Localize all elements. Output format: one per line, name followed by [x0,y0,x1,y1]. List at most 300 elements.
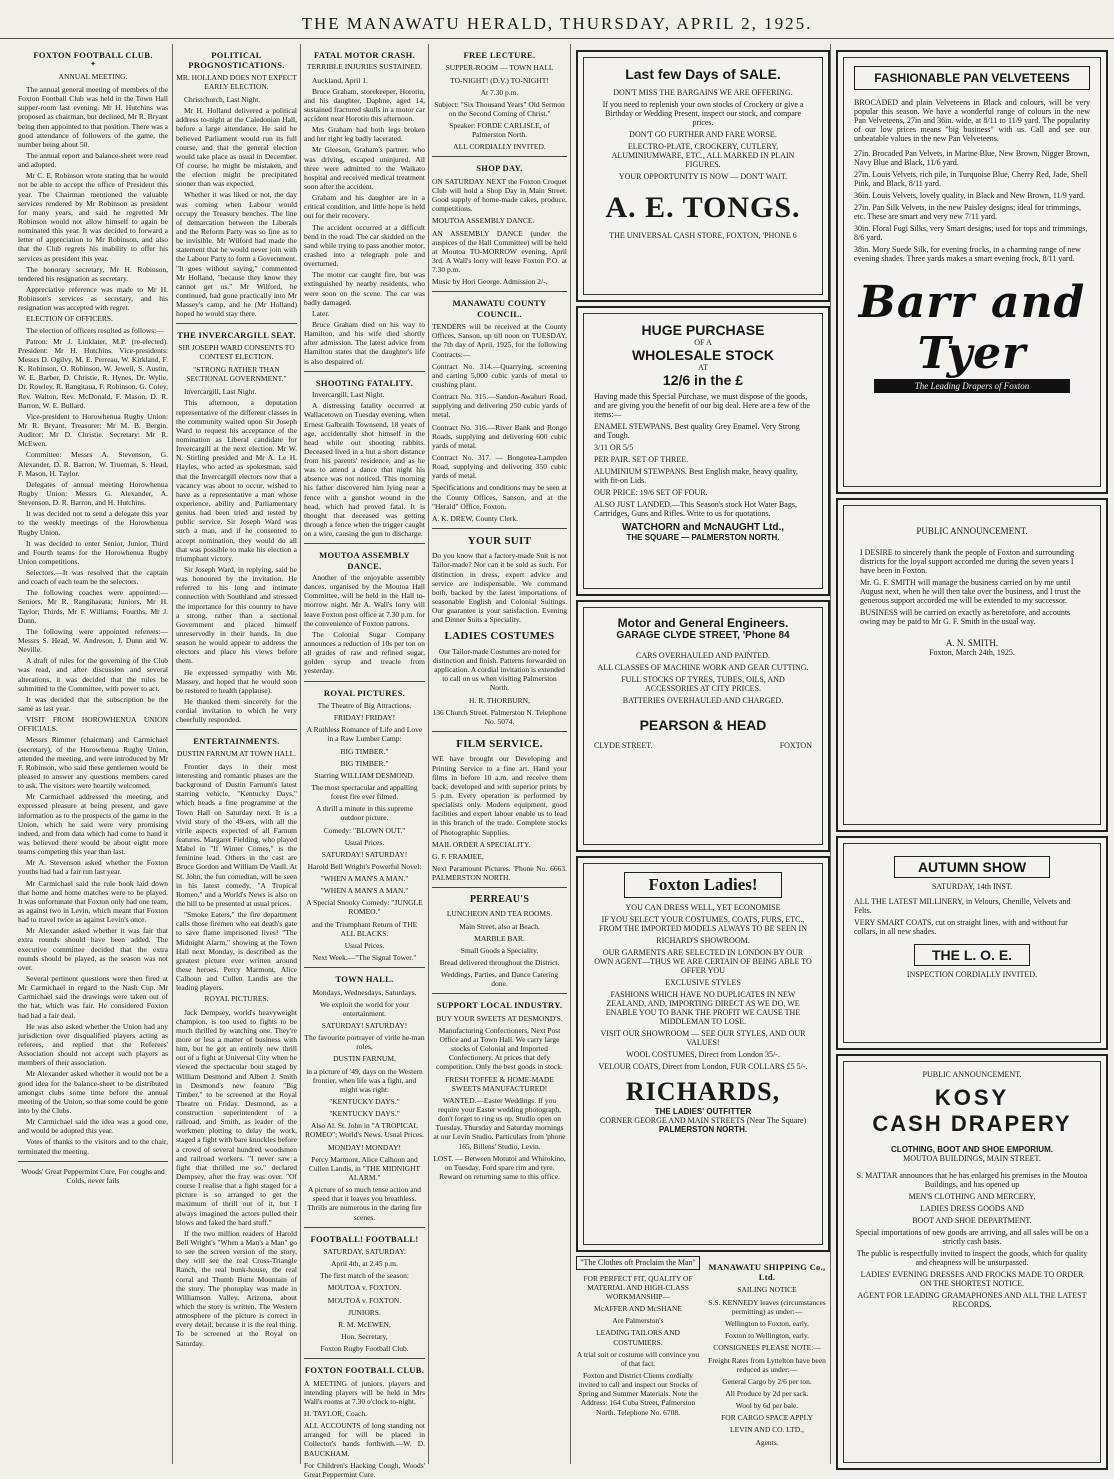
advert-title: SHOP DAY. [476,163,523,174]
advert-body [594,392,812,518]
paragraph: The following coaches were appointed:—Seniors, Mr R. Rangihaeata; Juniors, Mr H. Taylor; Thirds, Mr F. Williams; Fourths, Mr J. Dunn. [18,588,168,625]
paragraph: VISIT FROM HOROWHENUA UNION OFFICIALS. [18,715,168,734]
article-quote: "STRONG RATHER THAN SECTIONAL GOVERNMENT." [186,365,287,384]
advert-body [432,177,567,287]
article-body [18,85,168,1156]
text-line: SATURDAY! SATURDAY! [321,849,408,859]
text-line: McAFFER AND McSHANE [594,1304,682,1314]
logo-band: The Leading Drapers of Foxton [874,379,1070,393]
advert-name: KOSY [934,1085,1010,1110]
advert-name: A. N. SMITH. [945,638,999,648]
paragraph: Mr Gleeson, Graham's partner, who was driving, escaped uninjured. All three were admitted to the Waikato hospital and received medical treatment soon after the accident. [304,145,425,192]
paragraph: The motor car caught fire, but was extinguished by nearby residents, who were soon on the scene. The car was badly damaged. [304,270,425,307]
text-line: Contract No. 314.—Quarrying, screening and carting 5,000 cubic yards of metal to crushing plant. [432,361,567,389]
text-line: Next Week.—"The Signal Tower." [312,953,417,963]
text-line: ALL ACCOUNTS of long standing not arranged for will be placed in Collector's hands forthwith.—W. D. BAUCKHAM. [304,1421,425,1458]
paragraph: Mr A. Stevenson asked whether the Foxton youths had had a fair run last year. [18,858,168,877]
paragraph: The annual general meeting of members of the Foxton Football Club was held in the Town Hall supper-room last evening. Mr H. Hutchins was proposed as chairman, but declined, Mr R. Bryant being then appointed to that position. There was a good attendance of followers of the game, the number being about 50. [18,85,168,149]
text-line: The public is respectfully invited to inspect the goods, which for quality and cheapness will be unsurpassed. [856,1249,1088,1267]
column-notices [432,44,567,1464]
paragraph: Mr H. Holland delivered a political address to-night at the Caledonian Hall, before a large attendance. He said he believed Parliament would run its full course, and that the general election would take place as usual in December. Of course, he might be mistaken, and the election might be precipitated sooner than was expected. [176,106,297,189]
paragraph: Patron: Mr J. Linklater, M.P. (re-elected). President: Mr H. Hutchins. Vice-presidents: Messrs D. Ogilvy, M. E. Perreau, W. Kirkland, F. K. Robinson, O. Robinson, W. Jewell, S. Austin, W. E. Barber, D. Christie, R. Hynes, Dr. Wylie, Dr. Rowley, R. Rangitaua, F. Robinson, G. Coley, Rev. Walton, Rev. McDonald, F. Mason, D. R. Barron, W. E. Bullard. [18,336,168,410]
text-line: WANTED.—Easter Weddings. If you require your Easter wedding photograph, don't forget to ring us up. Studio open on Tuesday, Thursday and Saturday mornings at our Levin Studio. Particulars from 'phone 165, Billens' Studio, Levin. [433,1095,566,1151]
text-line: Subject: "Six Thousand Years" Old Sermon on the Second Coming of Christ." [434,99,565,118]
divider [304,681,425,682]
text-line: TENDERS will be received at the County Offices, Sanson, up till noon on TUESDAY, the 7th day of April, 1925, for the following Contracts:— [432,322,567,359]
text-line: MARBLE BAR. [474,933,525,943]
advert-town: FOXTON [779,741,812,750]
advert-title: FOXTON FOOTBALL CLUB. [304,1365,425,1376]
text-line: "WHEN A MAN'S A MAN." [320,874,409,884]
advert-title: HUGE PURCHASE [641,322,765,338]
text-line: The most spectacular and appalling forest fire ever filmed. [311,782,418,802]
text-line: Music by Hori George. Admission 2/-. [432,277,548,287]
text-line: ON SATURDAY NEXT the Foxton Croquet Club will hold a Shop Day in Main Street. Good supply of home-made cakes, produce, competitions. [432,176,567,214]
advert-name: PEARSON & HEAD [639,717,767,733]
text-line: Next Paramount Pictures. 'Phone No. 6663. PALMERSTON NORTH. [432,863,567,883]
article-title: FATAL MOTOR CRASH. [314,50,415,60]
text-line: 38in. Mory Suede Silk, for evening frocks, in a charming range of new evening shades. Three yards makes a smart evening frock, 8/11 yard. [854,245,1081,263]
text-line: A. K. DREW, County Clerk. [432,513,518,523]
column-news [304,44,425,1479]
advert-address: THE SQUARE — PALMERSTON NORTH. [626,533,780,542]
text-line: FRIDAY! FRIDAY! [333,713,396,723]
article-title: POLITICAL PROGNOSTICATIONS. [188,50,285,71]
paragraph: Later. [312,308,330,318]
text-line: Manufacturing Confectioners, Next Post Office and at Town Hall. We carry large stocks of Colonial and Imported Confectionery. At prices that defy competition. Only the best goods in stock. [436,1025,563,1072]
text-line: ALUMINIUM STEWPANS. Best English make, heavy quality, with fit-on Lids. [594,467,798,485]
text-line: Percy Marmont, Alice Calhoun and Cullen Landis, in "THE MIDNIGHT ALARM." [308,1154,421,1182]
paragraph: This afternoon, a deputation representative of the different classes in the community waited upon Sir Joseph Ward to request his acceptance of the nomination as Liberal candidate for Invercargill at the next election. Mr W. N. Stirling presided and Mr A. Le H. Hayles, who acted as spokesman, said that the Invercargill electors now that a vacancy was about to occur, wished to have as a representative a man whose experience, ability and Parliamentary genius had been tried and tested by public service. Sir Joseph Ward was such a man, and if he consented to accept nomination, they would do all that was possible to make his election a triumphant victory. [176,398,297,563]
article-body [176,1008,297,1348]
text-line: SATURDAY, SATURDAY. [323,1247,406,1256]
text-line: Hon. Secretary, [341,1331,388,1341]
advert-body [594,651,812,705]
text-line: 27in. Brocaded Pan Velvets, in Marine Blue, New Brown, Nigger Brown, Navy Blue and Black, 11/6 yard. [854,149,1090,167]
advert-body [854,1171,1090,1309]
article-body [176,95,297,318]
article-title: FOXTON FOOTBALL CLUB. [33,50,153,60]
advert-body [432,63,567,151]
paragraph: It was decided to enter Senior, Junior, Third and Fourth teams for the Horowhenua Rugby Union competitions. [18,538,168,566]
barr-and-tyer-logo: Barr and Tyer [858,277,1086,379]
text-line: VELOUR COATS, Direct from London, FUR COLLARS £5 5/-. [598,1062,808,1071]
text-line: The favourite portrayer of virile he-man roles, [304,1033,425,1052]
text-line: "WHEN A MAN'S A MAN." [320,886,409,896]
advert-intro: BROCADED and plain Velveteens in Black and colours, will be very popular this season. We have a wonderful range of colours in the new Pan Velveteens, 27in and 36in. wide, at 8/11 to 11/9 yard. The popularity of our low prices means "big business" with us. Call and see our unbeatable values in the new Pan Velveteens. [854,98,1090,143]
article-subtitle: ANNUAL MEETING. [58,71,128,81]
divider [304,1227,425,1228]
text-line: LEADING TAILORS AND COSTUMIERS. [596,1328,680,1347]
text-line: FOR CARGO SPACE APPLY [721,1413,813,1423]
text-line: Usual Prices. [344,940,385,950]
article-body [304,390,425,538]
advert-body [432,1014,567,1181]
advert-name: RICHARDS, [625,1077,781,1106]
paragraph: The accident occurred at a difficult bend in the road. The car skidded on the sand while trying to pass another motor, crashed into a telegraph pole and overturned. [304,222,425,269]
advert-footer: Woods' Great Peppermint Cure, For coughs and Colds, never fails [21,1166,165,1185]
column-politics [176,44,297,1464]
text-line: 3/11 OR 5/5 [594,443,634,452]
article-subtitle: ROYAL PICTURES. [204,994,269,1004]
advert-body [594,88,812,181]
paragraph: Several pertinent questions were then fired at Mr Carmichael in regard to the Nash Cup. Mr Carmichael said the drawings were taken out of the hat, which was fair. He considered Foxton had had a fair deal. [18,973,168,1020]
paragraph: Appreciative reference was made to Mr H. Robinson's services as secretary, and his resignation was accepted with regret. [18,284,168,313]
divider [18,1161,168,1162]
advert-body [706,1298,828,1447]
paragraph: Committee: Messrs A. Stevenson, G. Alexander, D. R. Barron, W. Trueman, S. Head, F. Mason, H. Taylor. [18,450,168,478]
text-line: MEN'S CLOTHING AND MERCERY, [908,1192,1036,1201]
advert-huge-purchase [576,306,830,596]
text-line: ALSO JUST LANDED.—This Season's stock Hot Water Bags, Cartridges, Guns and Rifles. Write to us for quotations. [594,500,797,518]
advert-body [860,548,1084,626]
advert-of: OF A [694,338,712,347]
text-line: Usual Prices. [344,837,385,847]
paragraph: Mr C. E. Robinson wrote stating that he would not be able to accept the office of President this year. The Chairman mentioned the valuable services rendered by Mr Robinson as president for many years, and said he regretted Mr Robinson would not allow himself to again be nominated this year. It was decided to forward a letter of appreciation to Mr Robinson, and also that the Club regrets his inability to offer his services as president this year. [18,171,168,263]
text-line: PER PAIR. SET OF THREE. [594,455,689,464]
text-line: We exploit the world for your entertainment. [319,999,410,1018]
advert-sub: PALMERSTON NORTH. [658,1125,748,1134]
advert-body [432,322,567,523]
paragraph: Jack Dempsey, world's heavyweight champion, is too used to fights to be much thrilled by watching one. They're more or less a matter of business with him, but he got an entirely new thrill out of a fight at Universal City when he viewed the spectacular bout staged by William Desmond and Albert J. Smith in Desmond's new feature "Big Timber," to be screened at the Royal Theatre on Friday. Desmond, as a construction superintendent of a railroad, and Smith, as leader of the workmen plotting to delay the work, staged a fight with bare knuckles before a crowd of several hundred woodsmen and railroad workers. "I never saw a fight that thrilled me so," declared Dempsey, after the fray was over. "Of course I realise that a fight staged for a picture is so arranged to get the maximum of thrill out of it, but I always imagined the actors pulled their blows and faked the hard stuff." [176,1007,297,1227]
advert-public-announcement-smith [836,498,1108,832]
advert-shipping [706,1256,828,1466]
text-line: VISIT OUR SHOWROOM — SEE OUR STYLES, AND OUR VALUES! [600,1029,806,1047]
text-line: Comedy: "BLOWN OUT." [323,825,406,835]
advert-title: FREE LECTURE. [463,50,536,60]
text-line: Small Goods a Speciality. [460,945,539,955]
article-title: ENTERTAINMENTS. [193,736,280,747]
advert-title: Motor and General Engineers. [617,616,789,630]
divider [304,371,425,372]
article-title: THE INVERCARGILL SEAT. [177,330,296,341]
text-line: ENAMEL STEWPANS. Best quality Grey Enamel. Very Strong and Tough. [594,422,800,440]
advert-at: AT [698,363,708,372]
advert-title: PUBLIC ANNOUNCEMENT. [916,526,1028,536]
text-line: LOST. — Between Motutoi and Whirokino, on Tuesday, Ford spare rim and tyre. Reward on returning same to this office. [433,1153,566,1181]
paragraph: Sir Joseph Ward, in replying, said he was honoured by the invitation. He referred to his long and intimate connection with Southland and stressed the importance for this country to have a strong, rather than a sectional Government and placed himself unreservedly in their hands. In due season he would appear to address the electors and place his views before them. [176,564,297,666]
ornament: ✦ [90,60,96,69]
text-line: ELECTRO-PLATE, CROCKERY, CUTLERY, ALUMINIUMWARE, ETC., ALL MARKED IN PLAIN FIGURES. [611,142,795,169]
article-subtitle: SIR JOSEPH WARD CONSENTS TO CONTEST ELECTION. [178,342,295,361]
text-line: ALL CORDIALLY INVITED. [453,142,546,152]
text-line: JUNIORS. [348,1307,381,1317]
advert-title: LADIES COSTUMES [444,630,555,643]
paragraph: "Smoke Eaters," the fire department calls those firemen who eat death's gate to save flame imprisoned lives! "The Midnight Alarm," showing at the Town Hall next Monday, is described as the greatest picture ever written around these heroes. Percy Marmont, Alice Calhoun and Cullen Landis are the leading players. [176,910,297,993]
paragraph: Bruce Graham died on his way to Hamilton, and his wife died shortly after admission. The latest advice from Hamilton states that the daughter's life is also despaired of. [304,320,425,366]
text-line: S. MATTAR announces that he has enlarged his premises in the Moutoa Buildings, and has opened up [856,1171,1088,1189]
text-line: and the Triumphant Return of THE ALL BLACKS. [311,919,418,938]
advert-title: MANAWATU COUNTY COUNCIL. [452,298,547,319]
text-line: Contract No. 317. — Bongotea-Lampden Road, supplying and delivering 350 cubic yards of metal. [432,452,567,481]
article-subtitle: TERRIBLE INJURIES SUSTAINED. [306,62,423,72]
text-line: EXCLUSIVE STYLES [665,978,741,987]
divider [432,291,567,292]
paragraph: Graham and his daughter are in a critical condition, and little hope is held out for their recovery. [304,193,425,221]
text-line: I DESIRE to sincerely thank the people of Foxton and surrounding districts for the loyal support accorded me during the seven years I have been in Foxton. [860,548,1075,575]
text-line: CONSIGNEES PLEASE NOTE:— [713,1343,821,1353]
text-line: Bread delivered throughout the District. [439,957,560,967]
text-line: Are Palmerston's [612,1316,664,1326]
paragraph: Invercargill, Last Night. [312,390,385,400]
text-line: A MEETING of juniors, players and intending players will be held in Mrs Wall's rooms at 7.30 o'clock to-night. [304,1378,425,1406]
text-line: Main Street, also at Beach. [459,921,540,931]
paragraph: Messrs Rimmer (chairman) and Carmichael (secretary), of the Horowhenua Rugby Union, attended the meeting, and were introduced by Mr F. Robinson, who said these gentlemen would be pleased to answer any questions members cared to ask. The visitors were heartily welcomed. [18,735,168,791]
text-line: 36in. Louis Velvets, lovely quality, in Black and New Brown, 11/9 yard. [854,191,1086,200]
text-line: For Children's Hacking Cough, Woods' Great Peppermint Cure. [304,1460,425,1479]
paragraph: It was decided not to send a delegate this year to the weekly meetings of the Horowhenua Rugby Union. [18,509,168,537]
text-line: YOUR OPPORTUNITY IS NOW — DON'T WAIT. [618,172,788,181]
advert-title: FILM SERVICE. [456,737,543,750]
text-line: AGENT FOR LEADING GRAMAPHONES AND ALL THE LATEST RECORDS. [857,1291,1087,1309]
advert-title: MANAWATU SHIPPING Co., Ltd. [708,1262,826,1283]
text-line: SUPPER-ROOM — TOWN HALL [445,63,554,73]
paragraph: Mr Alexander asked whether it was fair that extra rounds should have been added. The executive committee decided that the extra rounds should be played, as the season was not over. [18,926,168,972]
text-line: 27in. Pan Silk Velvets, in the new Paisley designs; ideal for trimmings, etc. These are smart and very new 7/11 yard. [854,203,1081,221]
text-line: A picture of so much tense action and speed that it leaves you breathless. Thrills are numerous in the daring fire scenes. [307,1185,422,1222]
text-line: AN ASSEMBLY DANCE (under the auspices of the Hall Committee) will be held at Moutoa TO-MORROW evening, April 3rd. A Wall's lorry will leave Foxton P.O. at 7.30 p.m. [432,228,567,275]
text-line: DON'T MISS THE BARGAINS WE ARE OFFERING. [613,88,793,97]
text-line: Mr. G. F. SMITH will manage the business carried on by me until August next, when he will then take over the business, and I trust the generous support accorded me will be extended to my successor. [860,578,1081,605]
advert-name: THE L. O. E. [914,944,1030,966]
text-line: DUSTIN FARNUM, [333,1054,396,1064]
paragraph: Frontier days in their most interesting and romantic phases are the background of Dustin Farnum's latest starring vehicle, "Kentucky Days," which heads a fine programme at the Town Hall on Saturday next. It is a vivid story of the 49-ers, with all the virile aspects expected of all Farnum features. Margaret Fielding, who played Mabel in "If Winter Comes," is the feminine lead. Others in the cast are Bruce Gordon and William De Vaull. At St. John, the fun comedian, will be seen in his latest comedy, "A Tropical Romeo," and a World's News is also on the bill to be presented at usual prices. [176,761,297,908]
paragraph: Mr Alexander asked whether it would not be a good idea for the balance-sheet to be distributed amongst clubs some time before the annual meeting of the Union, so that some could be gone into by the Clubs. [18,1069,168,1115]
text-line: Do you know that a factory-made Suit is not Tailor-made? Nor can it be sold as such. For distinction in dress, expert advice and service are indispensable. We command both, backed by the latest importations of seasonable English and Colonial Suitings. Our guarantee is your satisfaction. Evening and Dinner Suits a Speciality. [432,551,567,625]
advert-body [432,647,567,726]
paragraph: Bruce Graham, storekeeper, Horotiu, and his daughter, Daphne, aged 14, sustained fractured skulls in a motor car accident near Horotiu this afternoon. [304,86,425,124]
paragraph: The annual report and balance-sheet were read and adopted. [18,151,168,170]
text-line: 136 Church Street. Palmerston N. Telephone No. 5074. [432,707,567,726]
text-line: BIG TIMBER." [340,758,389,768]
advert-title: FASHIONABLE PAN VELVETEENS [854,66,1090,90]
text-line: BUSINESS will be carried on exactly as heretofore, and accounts owing may be paid to Mr G. F. Smith in the usual way. [860,608,1071,626]
text-line: S.S. KENNEDY leaves (circumstances permitting) as under:— [708,1297,826,1316]
text-line: FASHIONS WHICH HAVE NO DUPLICATES IN NEW ZEALAND, AND, IMPORTING DIRECT AS WE DO, WE ENABLE YOU TO BANK THE PROFIT WE CAUSE THE MIDDLEMAN TO LOSE. [605,990,801,1026]
advert-name: WATCHORN and McNAUGHT Ltd., [621,522,785,533]
advert-invite: INSPECTION CORDIALLY INVITED. [906,970,1038,979]
article-subtitle: MR. HOLLAND DOES NOT EXPECT EARLY ELECTION. [176,72,297,91]
divider [304,543,425,544]
advert-items [854,149,1090,263]
text-line: FULL STOCKS OF TYRES, TUBES, OILS, AND ACCESSORIES AT CITY PRICES. [621,675,785,693]
article-body [176,762,297,993]
text-line: A trial suit or costume will convince you of that fact. [576,1349,700,1368]
text-line: BATTERIES OVERHAULED AND CHARGED. [622,696,784,705]
advert-foxton-ladies [576,856,830,1252]
text-line: MOUTOA v. FOXTON. [327,1295,402,1305]
advert-body [304,1247,425,1353]
advert-sub: CLOTHING, BOOT AND SHOE EMPORIUM. [891,1145,1053,1154]
column-football-club [18,44,168,1464]
text-line: IF YOU SELECT YOUR COSTUMES, COATS, FURS, ETC., FROM THE IMPORTED MODELS ALWAYS TO BE SEEN IN [599,915,807,933]
advert-body [432,909,567,988]
divider [432,731,567,732]
advert-sub: CORNER GEORGE AND MAIN STREETS (Near The Square) [599,1116,807,1125]
paragraph: A distressing fatality occurred at Wallacetown on Tuesday evening, when Ernest Galbraith Townsend, 18 years of age, accidentally shot himself in the head while out shooting rabbits. Deceased lived in a hut a short distance from his parents' residence, and as he was to attend a dance that night his absence was not noticed. This morning his father discovered him lying near a fence with a gunshot wound in the head, which had proved fatal. It is thought that deceased was getting through a fence when the trigger caught on a wire, causing the gun to discharge. [304,401,425,539]
paragraph: The election of officers resulted as follows:— [26,325,164,335]
column-rule [300,44,301,1464]
advert-name: A. E. TONGS. [605,191,801,224]
text-line: OUR PRICE: 19/6 SET OF FOUR. [594,488,708,497]
text-line: Agents. [755,1437,779,1447]
text-line: LADIES DRESS GOODS AND [920,1204,1024,1213]
advert-subtitle: SAILING NOTICE [737,1284,797,1294]
divider [432,993,567,994]
text-line: MOUTOA ASSEMBLY DANCE. [432,216,535,226]
advert-title: TOWN HALL. [335,974,394,985]
advert-title: PUBLIC ANNOUNCEMENT. [922,1070,1022,1079]
text-line: Mondays, Wednesdays, Saturdays. [312,987,417,997]
text-line: MOUTOA v. FOXTON. [327,1283,402,1293]
text-line: WOOL COSTUMES, Direct from London 35/-. [626,1050,780,1059]
text-line: LADIES' EVENING DRESSES AND FROCKS MADE TO ORDER ON THE SHORTEST NOTICE. [860,1270,1084,1288]
text-line: "KENTUCKY DAYS." [329,1109,400,1119]
paragraph: The following were appointed referees:—Messrs S. Head, W. Andreson, J. Dunn and W. Neville. [18,626,168,655]
advert-address: MOUTOA BUILDINGS, MAIN STREET. [903,1154,1041,1163]
text-line: ALL CLASSES OF MACHINE WORK AND GEAR CUTTING. [597,663,809,672]
text-line: "KENTUCKY DAYS." [329,1096,400,1106]
advert-body [432,754,567,882]
column-rule [428,44,429,1464]
divider [432,156,567,157]
paragraph: Selectors.—It was resolved that the captain and coach of each team be the selectors. [18,568,168,587]
text-line: Contract No. 315.—Sandon-Awahuri Road, supplying and delivering 250 cubic yards of metal. [432,392,567,420]
text-line: WE have brought our Developing and Printing Service to a fine art. Hand your films in before 10 a.m. and receive them back, developed and with superior prints by 5 p.m. Every operation is performed by specialists only. Modern equipment, good facilities and expert labour enable us to lead in this branch of the trade. Complete stocks of Photographic Supplies. [432,754,567,837]
column-rule [570,44,571,1464]
text-line: Harold Bell Wright's Powerful Novel: [307,861,422,871]
text-line: MAIL ORDER A SPECIALITY. [432,839,531,849]
article-body [304,76,425,366]
text-line: G. F. FRAMJEE, [432,851,484,861]
paragraph: The Colonial Sugar Company announces a reduction of 10s per ton on all grades of raw and refined sugar, golden syrup and treacle from yesterday. [304,629,425,676]
text-line: LUNCHEON AND TEA ROOMS. [446,909,553,919]
divider [432,887,567,888]
divider [176,323,297,324]
paragraph: Mr Carmichael said the idea was a good one, and would be adopted this year. [18,1117,168,1136]
text-line: Starring WILLIAM DESMOND. [314,770,415,780]
article-title: SHOOTING FATALITY. [315,377,414,388]
text-line: OUR GARMENTS ARE SELECTED IN LONDON BY OUR OWN AGENT—THUS WE ARE CERTAIN OF BEING ABLE TO OFFER YOU [594,948,812,975]
advert-tongs-sale [576,50,830,302]
advert-date: Foxton, March 24th, 1925. [929,648,1015,657]
advert-body [304,988,425,1222]
advert-title: FOOTBALL! FOOTBALL! [310,1233,419,1244]
masthead: THE MANAWATU HERALD, THURSDAY, APRIL 2, 1925. [0,14,1114,39]
text-line: Foxton and District Clients cordially invited to call and inspect our Stocks of Spring and Summer Materials. Note the Address: 164 Cuba Street, Palmerston North. Telephone No. 6708. [578,1371,698,1417]
text-line: A Special Snooky Comedy: "JUNGLE ROMEO." [306,898,423,917]
paragraph: Mrs Graham had both legs broken and her right leg badly lacerated. [304,125,425,144]
paragraph: Christchurch, Last Night. [184,95,261,104]
text-line: Wellington to Foxton, early. [724,1319,810,1329]
paragraph: He was also asked whether the Union had any jurisdiction over disqualified players acting as referees, and replied that the Referees' Association should not accept such players as members of their association. [18,1021,168,1068]
text-line: At 7.30 p.m. [480,87,519,97]
article-body [176,387,297,724]
advert-price: 12/6 in the £ [662,372,744,388]
paragraph: Invercargill, Last Night. [184,387,257,397]
advert-title: ROYAL PICTURES. [323,687,406,698]
text-line: BUY YOUR SWEETS AT DESMOND'S. [436,1013,563,1023]
text-line: VERY SMART COATS, cut on straight lines, with and without fur collars, in all new shades. [854,918,1068,936]
advert-subtitle: GARAGE CLYDE STREET, 'Phone 84 [616,630,790,641]
advert-footer: THE UNIVERSAL CASH STORE, FOXTON, 'PHONE 6 [609,231,797,240]
advert-title: SUPPORT LOCAL INDUSTRY. [436,1000,563,1011]
article-subtitle: DUSTIN FARNUM AT TOWN HALL. [176,748,297,758]
advert-title: YOUR SUIT [467,534,532,547]
text-line: FOR PERFECT FIT, QUALITY OF MATERIAL AND HIGH-CLASS WORKMANSHIP— [583,1273,693,1302]
advert-title: PERREAU'S [469,894,530,906]
text-line: Freight Rates from Lyttelton have been reduced as under:— [708,1355,826,1374]
paragraph: It was decided that the subscription be the same as last year. [18,694,168,714]
advert-motor-engineers [576,600,830,852]
advert-body [594,903,812,1071]
text-line: R. M. McEWEN, [338,1319,391,1329]
text-line: BIG TIMBER." [340,746,389,756]
divider [304,967,425,968]
advert-name: CASH DRAPERY [872,1111,1072,1136]
advert-sub: THE LADIES' OUTFITTER [654,1107,752,1116]
column-rule [830,44,831,1464]
text-line: SATURDAY! SATURDAY! [321,1020,408,1030]
text-line: Foxton to Wellington, early. [725,1331,809,1341]
text-line: RICHARD'S SHOWROOM. [656,936,750,945]
advert-street: CLYDE STREET. [594,741,653,750]
text-line: FRESH TOFFEE & HOME-MADE SWEETS MANUFACTURED! [445,1074,554,1093]
text-line: DON'T GO FURTHER AND FARE WORSE. [629,130,777,139]
article-title: MOUTOA ASSEMBLY DANCE. [319,550,410,571]
advert-body [304,1379,425,1479]
divider [432,528,567,529]
text-line: BOOT AND SHOE DEPARTMENT. [912,1216,1032,1225]
text-line: Speaker: FORDE CARLISLE, of Palmerston North. [449,121,550,140]
paragraph: The honorary secretary, Mr H. Robinson, tendered his resignation as secretary. [18,264,168,283]
paragraph: He thanked them sincerely for the cordial invitation to which he very cheerfully responded. [176,696,297,725]
text-line: YOU CAN DRESS WELL, YET ECONOMISE [625,903,781,912]
advert-autumn-show [836,836,1108,1050]
paragraph: Another of the enjoyable assembly dances, organised by the Moutoa Hall Committee, will be held in the Hall to-morrow night. Mr A. Wall's lorry will leave Foxton post office at 7.30 p.m. for the convenience of Foxton patrons. [304,573,425,628]
text-line: April 4th, at 2.45 p.m. [331,1259,398,1269]
paragraph: Auckland, April 1. [312,75,368,85]
text-line: LEVIN AND CO. LTD., [730,1425,804,1435]
article-body [304,573,425,676]
text-line: Special importations of new goods are arriving, and all sales will be on a strictly cash basis. [855,1228,1089,1246]
text-line: If you need to replenish your own stocks of Crockery or give a Birthday or Wedding Present, inspect our stock, and compare prices. [602,100,804,127]
text-line: Contract No. 316.—River Bank and Rongo Roads, supplying and delivering 600 cubic yards of metal. [432,422,567,450]
advert-kosy-drapery [836,1054,1108,1470]
text-line: in a picture of '49, days on the Western frontier, when life was a fight, and might was right: [306,1066,423,1094]
text-line: H. TAYLOR, Coach. [304,1409,367,1419]
text-line: A Ruthless Romance of Life and Love in a Raw Lumber Camp: [306,725,423,744]
paragraph: Delegates of annual meeting Horowhenua Rugby Union: Messrs G. Alexander, A. Stevenson, D. R. Barron, and H. Hutchins. [18,479,168,508]
text-line: Specifications and conditions may be seen at the County Offices, Sanson, and at the "Herald" Office, Foxton. [432,483,567,511]
paragraph: A draft of rules for the governing of the Club was read, and after discussion and several alterations, it was decided that the rules be submitted to the Committee, with power to act. [18,656,168,693]
paragraph: He expressed sympathy with Mr. Massey, and hoped that he would soon be restored to health (applause). [176,667,297,695]
advert-body [854,897,1090,936]
advert-date: SATURDAY, 14th INST. [931,882,1013,891]
text-line: Also Al. St. John in "A TROPICAL ROMEO"; World's News. Usual Prices. [304,1121,425,1140]
paragraph: Whether it was liked or not, the day was coming when Labour would occupy the Treasury benches. The line of demarcation between the Liberals and the Reform Party was so fine as to be invisible. Mr Wilford had made the statement that he would never join with the Labour Party to form a Government. "It goes without saying," commented Mr Holland, "because they know they cannot get us." Mr Wilford, he continued, had gone practically into Mr Massey's camp, and he (Mr Holland) hoped he would stay there. [176,190,298,319]
advert-tailors [576,1256,700,1466]
text-line: Wool by 6d per bale. [735,1401,799,1411]
advert-body [432,551,567,624]
text-line: ALL THE LATEST MILLINERY, in Velours, Chenille, Velvets and Felts. [854,897,1071,915]
text-line: 27in. Louis Velvets, rich pile, in Turquoise Blue, Cherry Red, Jade, Shell Pink, and Black, 8/11 yard. [854,170,1088,188]
text-line: Having made this Special Purchase, we must dispose of the goods, and are giving you the benefit of our big deal. Here are a few of the items:— [594,392,810,419]
text-line: Foxton Rugby Football Club. [320,1344,409,1354]
paragraph: Votes of thanks to the visitors and to the chair, terminated the meeting. [18,1137,168,1156]
paragraph: ELECTION OF OFFICERS. [26,314,113,324]
text-line: H. R. THORBURN, [469,695,530,705]
